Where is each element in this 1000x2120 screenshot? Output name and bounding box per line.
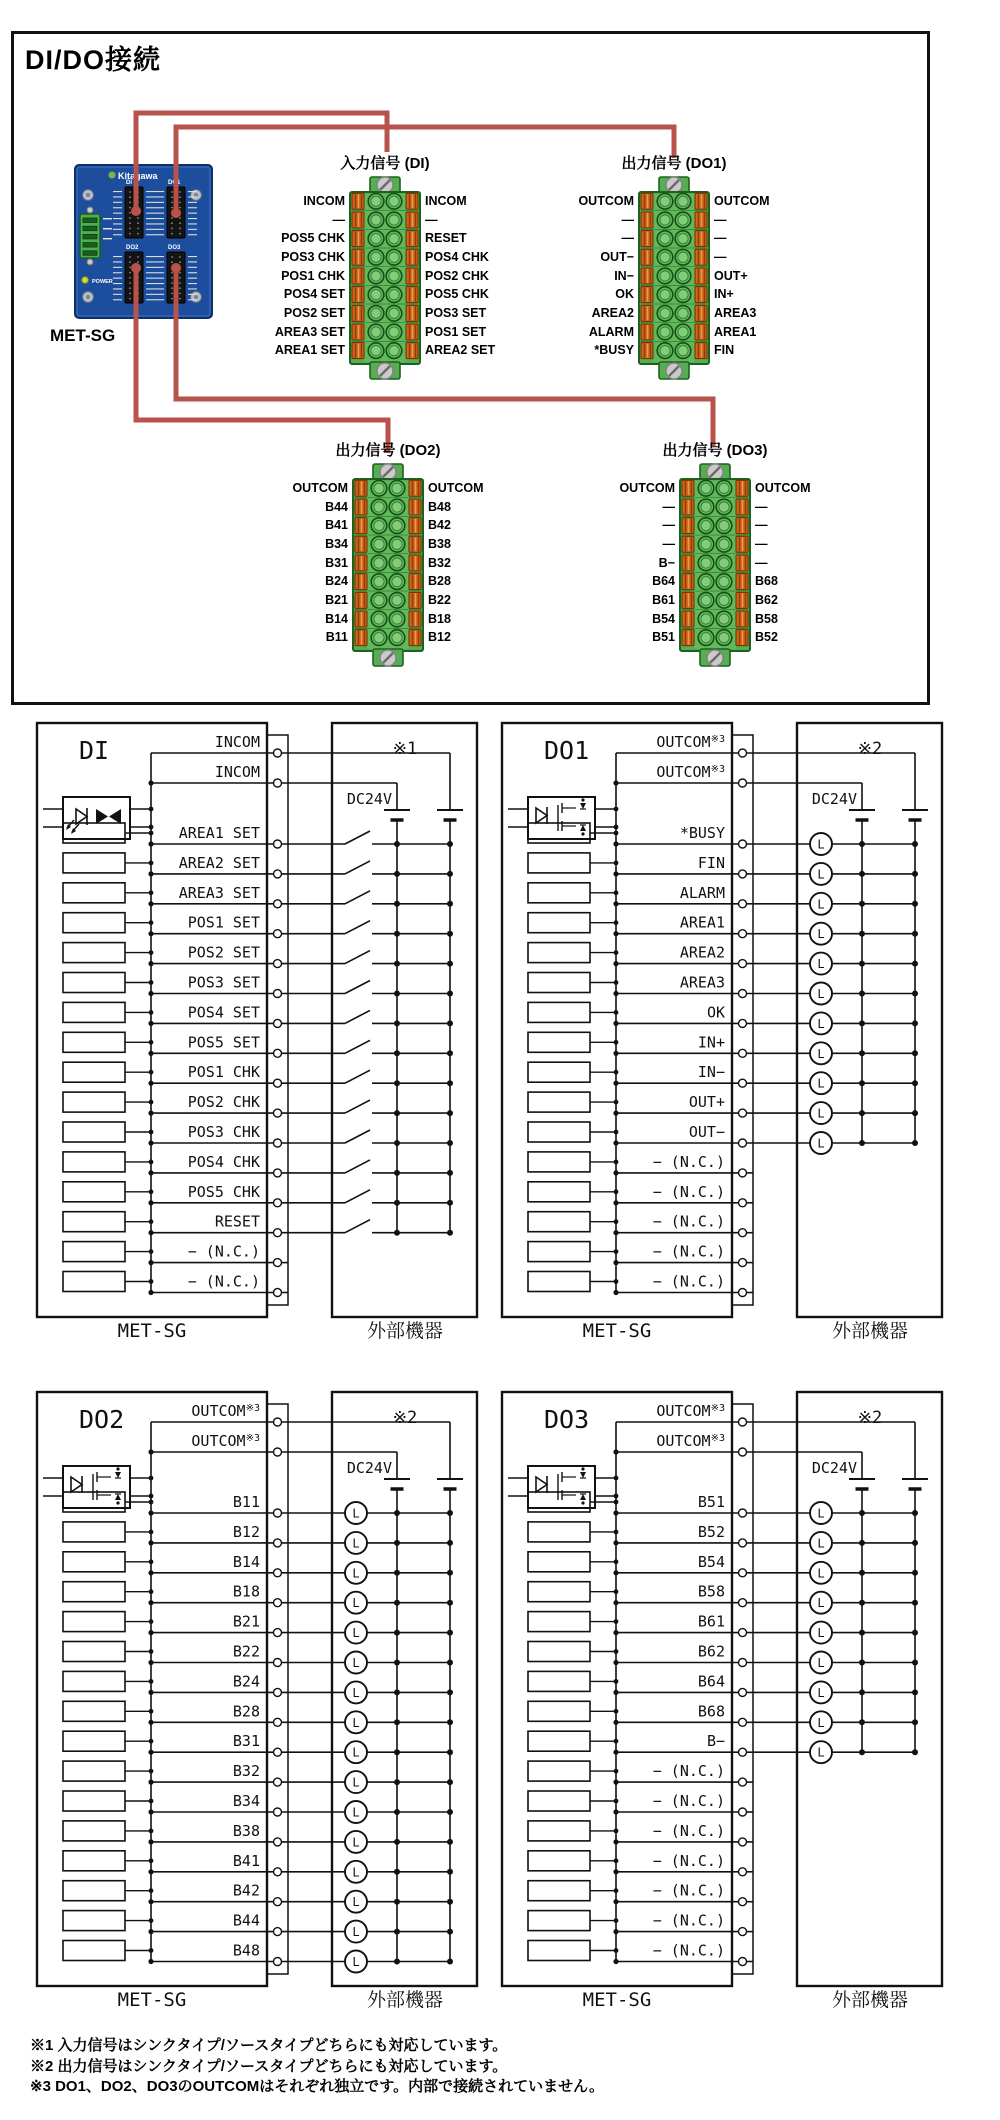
svg-text:L: L <box>817 1566 825 1581</box>
terminal-label: AREA1 SET <box>274 343 345 358</box>
svg-text:L: L <box>817 957 825 972</box>
svg-text:IN−: IN− <box>697 1063 725 1082</box>
svg-text:OUTCOM※3: OUTCOM$^{※3}$ <box>656 733 725 751</box>
terminal-label: IN+ <box>714 287 734 302</box>
terminal-labels-right <box>428 479 548 647</box>
terminal-label: B58 <box>755 611 778 626</box>
svg-text:POS4 SET: POS4 SET <box>187 1003 260 1022</box>
svg-text:L: L <box>817 897 825 912</box>
terminal-block-do2 <box>228 439 548 679</box>
terminal-labels-left <box>514 192 634 360</box>
svg-text:B41: B41 <box>232 1851 260 1870</box>
svg-text:DO3: DO3 <box>168 245 181 251</box>
terminal-label: POS3 CHK <box>281 249 345 264</box>
terminal-label: B38 <box>428 536 451 551</box>
svg-text:DO3: DO3 <box>544 1405 590 1434</box>
terminal-label: — <box>714 249 727 264</box>
terminal-label: OUTCOM <box>292 481 348 495</box>
svg-text:B22: B22 <box>232 1642 260 1661</box>
terminal-label: B31 <box>325 555 348 570</box>
terminal-label: OUTCOM <box>619 481 675 495</box>
svg-text:DO1: DO1 <box>168 180 181 186</box>
svg-text:DO1: DO1 <box>544 736 590 765</box>
svg-text:L: L <box>817 1656 825 1670</box>
svg-text:− (N.C.): − (N.C.) <box>652 1881 725 1900</box>
svg-text:AREA1: AREA1 <box>679 913 725 932</box>
svg-text:B12: B12 <box>232 1522 260 1541</box>
svg-text:L: L <box>817 1076 825 1091</box>
terminal-label: POS4 SET <box>283 287 345 302</box>
terminal-label: POS4 CHK <box>425 249 489 264</box>
svg-text:B61: B61 <box>697 1612 725 1631</box>
terminal-label: B18 <box>428 611 451 626</box>
svg-text:MET-SG: MET-SG <box>117 1989 187 2011</box>
terminal-label: — <box>621 231 634 246</box>
svg-text:ALARM: ALARM <box>679 883 725 902</box>
svg-text:L: L <box>352 1865 360 1880</box>
svg-text:※2: ※2 <box>392 1408 418 1428</box>
terminal-block-do1 <box>514 152 834 392</box>
svg-text:L: L <box>352 1835 360 1850</box>
terminal-label: AREA2 SET <box>425 343 496 358</box>
svg-text:MET-SG: MET-SG <box>50 326 116 345</box>
svg-text:L: L <box>352 1745 360 1760</box>
terminal-label: POS2 SET <box>283 305 345 320</box>
svg-text:L: L <box>817 837 825 852</box>
svg-text:L: L <box>817 1106 825 1121</box>
terminal-label: OUT− <box>600 249 634 264</box>
svg-text:− (N.C.): − (N.C.) <box>652 1212 725 1231</box>
terminal-label: B34 <box>325 536 348 551</box>
svg-text:OUT+: OUT+ <box>688 1093 725 1112</box>
terminal-label: AREA3 <box>714 305 757 320</box>
terminal-label: B52 <box>755 630 778 645</box>
terminal-label: B11 <box>325 630 348 645</box>
terminal-labels-left <box>225 192 345 360</box>
svg-text:L: L <box>817 1136 825 1151</box>
terminal-connector-graphic <box>637 176 711 382</box>
terminal-label: B61 <box>652 592 675 607</box>
terminal-block-di <box>225 152 545 392</box>
svg-text:POS3 CHK: POS3 CHK <box>187 1123 260 1141</box>
svg-text:L: L <box>817 1016 825 1031</box>
svg-text:DC24V: DC24V <box>811 790 857 808</box>
svg-text:DI: DI <box>79 736 110 765</box>
svg-text:B68: B68 <box>697 1702 725 1721</box>
terminal-label: OUTCOM <box>714 194 770 208</box>
svg-text:B51: B51 <box>697 1493 725 1511</box>
met-sg-device <box>40 158 240 350</box>
terminal-block-title: 出力信号 (DO2) <box>335 442 441 459</box>
terminal-label: B− <box>658 555 675 570</box>
terminal-label: *BUSY <box>594 343 634 358</box>
terminal-label: B41 <box>325 518 348 533</box>
terminal-label: — <box>755 536 768 551</box>
svg-text:− (N.C.): − (N.C.) <box>652 1792 725 1810</box>
svg-text:L: L <box>817 1745 825 1760</box>
terminal-label: RESET <box>425 231 467 246</box>
svg-text:OUTCOM※3: OUTCOM$^{※3}$ <box>191 1432 260 1450</box>
svg-text:− (N.C.): − (N.C.) <box>652 1911 725 1930</box>
terminal-connector-graphic <box>351 463 425 669</box>
svg-text:POS3 SET: POS3 SET <box>187 973 260 992</box>
terminal-label: B22 <box>428 592 451 607</box>
svg-text:POS5 CHK: POS5 CHK <box>187 1182 260 1201</box>
svg-text:B58: B58 <box>697 1582 725 1601</box>
svg-text:POS4 CHK: POS4 CHK <box>187 1152 260 1171</box>
terminal-label: B68 <box>755 574 778 589</box>
svg-text:L: L <box>352 1775 360 1790</box>
svg-text:B−: B− <box>706 1732 725 1751</box>
svg-text:− (N.C.): − (N.C.) <box>652 1821 725 1840</box>
svg-text:OK: OK <box>706 1003 725 1022</box>
svg-text:L: L <box>817 1626 825 1641</box>
svg-text:L: L <box>817 1046 825 1061</box>
svg-text:外部機器: 外部機器 <box>366 1321 444 1342</box>
footnote-2: ※2 出力信号はシンクタイプ/ソースタイプどちらにも対応しています。 <box>30 2057 508 2075</box>
svg-text:L: L <box>352 1895 360 1910</box>
svg-text:L: L <box>352 1805 360 1820</box>
terminal-label: AREA3 SET <box>274 324 345 339</box>
svg-text:DC24V: DC24V <box>346 1459 392 1477</box>
svg-text:L: L <box>817 987 825 1001</box>
terminal-label: POS3 SET <box>425 305 487 320</box>
svg-text:DI: DI <box>126 180 132 186</box>
svg-text:L: L <box>817 1685 825 1700</box>
terminal-label: POS5 CHK <box>425 287 489 302</box>
svg-text:L: L <box>352 1656 360 1670</box>
terminal-label: POS1 SET <box>425 324 487 339</box>
terminal-label: B14 <box>325 611 348 626</box>
wiring-diagrams <box>0 710 1000 2020</box>
terminal-label: OUTCOM <box>428 481 484 495</box>
svg-text:B32: B32 <box>232 1762 260 1781</box>
svg-text:DC24V: DC24V <box>346 790 392 808</box>
svg-text:B44: B44 <box>232 1911 260 1930</box>
svg-text:外部機器: 外部機器 <box>831 1990 909 2011</box>
svg-text:L: L <box>352 1626 360 1641</box>
terminal-label: B12 <box>428 630 451 645</box>
svg-text:DO2: DO2 <box>126 245 139 251</box>
terminal-label: POS1 CHK <box>281 268 345 283</box>
terminal-label: POS5 CHK <box>281 231 345 246</box>
svg-text:L: L <box>352 1925 360 1940</box>
svg-text:POS2 CHK: POS2 CHK <box>187 1093 260 1112</box>
svg-text:B34: B34 <box>232 1792 260 1810</box>
terminal-label: — <box>714 231 727 246</box>
terminal-label: — <box>332 212 345 227</box>
svg-text:AREA2: AREA2 <box>679 943 725 962</box>
svg-text:B21: B21 <box>232 1612 260 1631</box>
svg-text:OUTCOM※3: OUTCOM$^{※3}$ <box>656 763 725 781</box>
svg-text:MET-SG: MET-SG <box>117 1320 187 1342</box>
circuit-DO3 <box>502 1392 942 2011</box>
svg-text:※2: ※2 <box>857 1408 883 1428</box>
footnote-3: ※3 DO1、DO2、DO3のOUTCOMはそれぞれ独立です。内部で接続されていません。 <box>30 2078 604 2095</box>
svg-text:AREA1 SET: AREA1 SET <box>178 824 260 842</box>
terminal-label: — <box>755 499 768 514</box>
svg-text:AREA3 SET: AREA3 SET <box>178 883 260 902</box>
svg-text:L: L <box>817 927 825 942</box>
svg-text:INCOM: INCOM <box>214 763 260 781</box>
terminal-labels-left <box>228 479 348 647</box>
svg-text:B14: B14 <box>232 1552 260 1571</box>
terminal-label: OUTCOM <box>578 194 634 208</box>
terminal-block-title: 出力信号 (DO3) <box>662 442 768 459</box>
terminal-label: B51 <box>652 630 675 645</box>
terminal-labels-right <box>714 192 834 360</box>
svg-text:− (N.C.): − (N.C.) <box>652 1851 725 1870</box>
svg-text:AREA3: AREA3 <box>679 973 725 992</box>
svg-text:POS1 CHK: POS1 CHK <box>187 1063 260 1082</box>
svg-text:− (N.C.): − (N.C.) <box>652 1941 725 1960</box>
svg-text:*BUSY: *BUSY <box>679 824 725 842</box>
terminal-label: B24 <box>325 574 348 589</box>
svg-text:− (N.C.): − (N.C.) <box>652 1272 725 1291</box>
svg-text:POWER: POWER <box>92 279 113 285</box>
terminal-label: — <box>755 518 768 533</box>
svg-text:L: L <box>817 1715 825 1730</box>
terminal-label: IN− <box>614 268 634 283</box>
terminal-block-do3 <box>555 439 875 679</box>
svg-text:※2: ※2 <box>857 739 883 759</box>
terminal-label: OK <box>615 287 634 302</box>
svg-text:L: L <box>352 1955 360 1969</box>
terminal-label: B64 <box>652 574 675 589</box>
page-title: DI/DO接続 <box>25 45 162 75</box>
svg-text:OUT−: OUT− <box>688 1123 725 1141</box>
svg-text:B28: B28 <box>232 1702 260 1721</box>
terminal-label: B42 <box>428 518 451 533</box>
terminal-label: OUT+ <box>714 268 748 283</box>
svg-text:− (N.C.): − (N.C.) <box>652 1762 725 1781</box>
svg-text:B48: B48 <box>232 1941 260 1960</box>
svg-text:IN+: IN+ <box>697 1033 725 1052</box>
footnote-1: ※1 入力信号はシンクタイプ/ソースタイプどちらにも対応しています。 <box>30 2037 508 2054</box>
terminal-label: — <box>425 212 438 227</box>
footnotes <box>30 2036 604 2098</box>
terminal-label: B54 <box>652 611 675 626</box>
terminal-label: — <box>662 518 675 533</box>
terminal-label: — <box>662 499 675 514</box>
svg-text:FIN: FIN <box>697 853 725 872</box>
terminal-label: INCOM <box>303 194 345 208</box>
terminal-label: OUTCOM <box>755 481 811 495</box>
terminal-label: — <box>714 212 727 227</box>
svg-text:DC24V: DC24V <box>811 1459 857 1477</box>
svg-text:B38: B38 <box>232 1821 260 1840</box>
svg-text:MET-SG: MET-SG <box>582 1320 652 1342</box>
svg-text:B54: B54 <box>697 1552 725 1571</box>
svg-text:L: L <box>817 1506 825 1521</box>
terminal-label: B32 <box>428 555 451 570</box>
terminal-connector-graphic <box>678 463 752 669</box>
svg-text:外部機器: 外部機器 <box>366 1990 444 2011</box>
svg-text:− (N.C.): − (N.C.) <box>652 1182 725 1201</box>
svg-text:B18: B18 <box>232 1582 260 1601</box>
svg-text:RESET: RESET <box>214 1212 260 1231</box>
svg-text:L: L <box>817 867 825 882</box>
terminal-label: POS2 CHK <box>425 268 489 283</box>
svg-text:OUTCOM※3: OUTCOM$^{※3}$ <box>656 1402 725 1420</box>
svg-text:L: L <box>352 1536 360 1551</box>
svg-text:L: L <box>352 1566 360 1581</box>
terminal-label: INCOM <box>425 194 467 208</box>
terminal-labels-right <box>755 479 875 647</box>
svg-text:※1: ※1 <box>392 739 418 759</box>
svg-text:− (N.C.): − (N.C.) <box>187 1272 260 1291</box>
svg-text:L: L <box>352 1506 360 1521</box>
terminal-label: — <box>621 212 634 227</box>
terminal-connector-graphic <box>348 176 422 382</box>
svg-text:L: L <box>352 1685 360 1700</box>
svg-text:OUTCOM※3: OUTCOM$^{※3}$ <box>191 1402 260 1420</box>
terminal-label: — <box>662 536 675 551</box>
svg-text:MET-SG: MET-SG <box>582 1989 652 2011</box>
terminal-label: B44 <box>325 499 348 514</box>
svg-text:INCOM: INCOM <box>214 733 260 751</box>
svg-text:B52: B52 <box>697 1522 725 1541</box>
svg-text:B11: B11 <box>232 1493 260 1511</box>
terminal-label: ALARM <box>588 324 634 339</box>
svg-text:− (N.C.): − (N.C.) <box>187 1242 260 1261</box>
svg-text:POS5 SET: POS5 SET <box>187 1033 260 1052</box>
svg-text:OUTCOM※3: OUTCOM$^{※3}$ <box>656 1432 725 1450</box>
svg-text:− (N.C.): − (N.C.) <box>652 1242 725 1261</box>
terminal-labels-left <box>555 479 675 647</box>
svg-text:L: L <box>352 1715 360 1730</box>
svg-text:− (N.C.): − (N.C.) <box>652 1152 725 1171</box>
terminal-block-title: 入力信号 (DI) <box>340 155 430 172</box>
svg-text:B31: B31 <box>232 1732 260 1751</box>
svg-text:L: L <box>352 1596 360 1611</box>
svg-text:POS2 SET: POS2 SET <box>187 943 260 962</box>
svg-text:DO2: DO2 <box>79 1405 125 1434</box>
svg-text:Kitagawa: Kitagawa <box>118 171 158 181</box>
terminal-label: AREA1 <box>714 324 757 339</box>
terminal-label: — <box>755 555 768 570</box>
svg-text:B62: B62 <box>697 1642 725 1661</box>
terminal-label: AREA2 <box>591 305 634 320</box>
circuit-DO1 <box>502 723 942 1342</box>
svg-text:L: L <box>817 1596 825 1611</box>
svg-text:B64: B64 <box>697 1672 725 1691</box>
terminal-label: B28 <box>428 574 451 589</box>
svg-text:外部機器: 外部機器 <box>831 1321 909 1342</box>
svg-text:AREA2 SET: AREA2 SET <box>178 853 260 872</box>
svg-text:B42: B42 <box>232 1881 260 1900</box>
svg-text:B24: B24 <box>232 1672 260 1691</box>
terminal-label: B21 <box>325 592 348 607</box>
circuit-DO2 <box>37 1392 477 2011</box>
circuit-DI <box>37 723 477 1342</box>
terminal-label: FIN <box>714 343 735 358</box>
svg-text:POS1 SET: POS1 SET <box>187 913 260 932</box>
svg-text:L: L <box>817 1536 825 1551</box>
terminal-block-title: 出力信号 (DO1) <box>621 155 727 172</box>
terminal-label: B48 <box>428 499 451 514</box>
terminal-label: B62 <box>755 592 778 607</box>
